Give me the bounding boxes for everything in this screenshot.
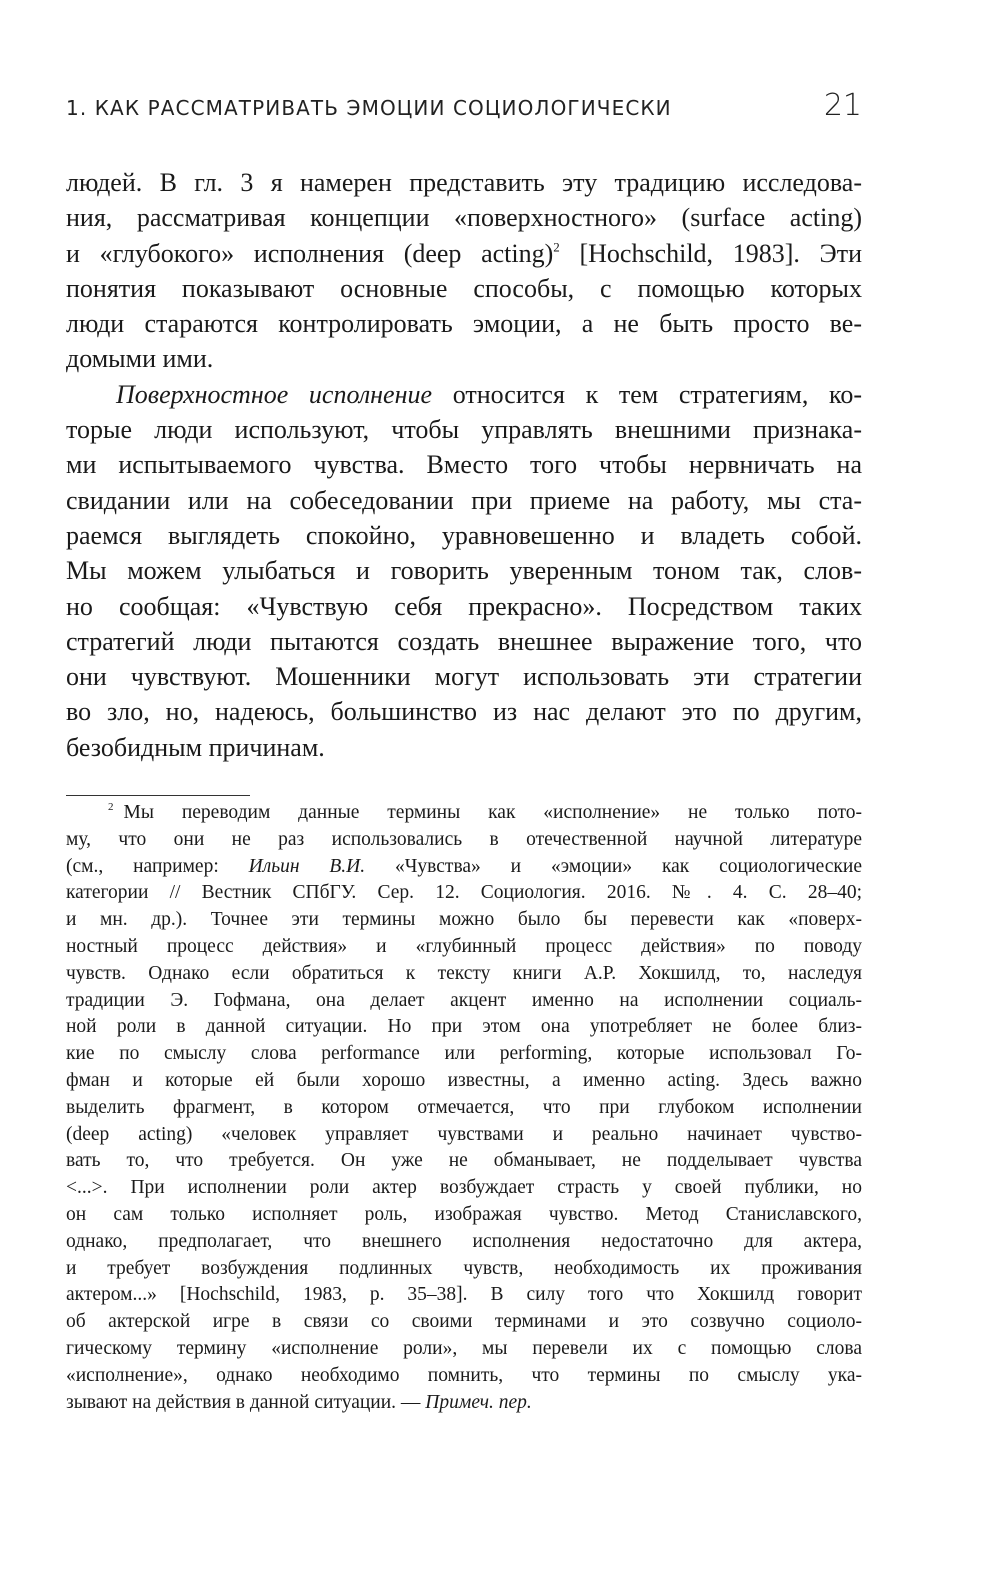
footnote-line: актером...» [Hochschild, 1983, p. 35–38]. В силу того что Хокшилд говорит — [66, 1284, 862, 1306]
text-line: свидании или на собеседовании при приеме на работу, мы ста- — [66, 485, 862, 515]
text-line: понятия показывают основные способы, с помощью которых — [66, 273, 862, 303]
footnote-line: гическому термину «исполнение роли», мы перевели их с помощью слова — [66, 1337, 862, 1359]
cited-author: Ильин В.И. — [248, 855, 366, 877]
text-line: торые люди используют, чтобы управлять внешними признака- — [66, 415, 862, 445]
footnote-line: фман и которые ей были хорошо известны, а именно acting. Здесь важно — [66, 1069, 862, 1091]
footnote-line: <...>. При исполнении роли актер возбуждает страсть у своей публики, но — [66, 1177, 862, 1199]
footnote-line: категории // Вестник СПбГУ. Сер. 12. Социология. 2016. №. 4. С. 28–40; — [66, 882, 862, 904]
text-line: людей. В гл. 3 я намерен представить эту традицию исследова- — [66, 168, 862, 197]
footnote-line: об актерской игре в связи со своими терминами и это созвучно социоло- — [66, 1311, 862, 1333]
footnote-line: «исполнение», однако необходимо помнить, что термины по смыслу ука- — [66, 1364, 862, 1386]
footnote-marker: 2 — [108, 801, 114, 813]
footnote-line: ной роли в данной ситуации. Но при этом она употребляет не более близ- — [66, 1016, 862, 1038]
footnote-line: му, что они не раз использовались в отечественной научной литературе — [66, 828, 862, 850]
text-line: раемся выглядеть спокойно, уравновешенно и владеть собой. — [66, 520, 862, 550]
paragraph-1 — [66, 165, 862, 377]
text-line — [66, 236, 862, 271]
footnote-line — [66, 800, 862, 827]
text-fragment: зывают на действия в данной ситуации. — — [66, 1391, 426, 1413]
main-text — [66, 165, 862, 765]
footnote-reference[interactable]: 2 — [553, 239, 560, 255]
footnote — [66, 800, 862, 1416]
paragraph-2 — [66, 377, 862, 765]
footnote-separator — [66, 795, 250, 796]
footnote-line: кие по смыслу слова performance или performing, которые использовал Го- — [66, 1043, 862, 1065]
footnote-line — [66, 854, 862, 881]
footnote-line: (deep acting) «человек управляет чувствами и реально начинает чувство- — [66, 1123, 862, 1145]
text-fragment: [Hochschild, 1983]. Эти — [559, 238, 862, 268]
footnote-line: ностный процесс действия» и «глубинный процесс действия» по поводу — [66, 935, 862, 957]
footnote-line — [66, 1390, 862, 1417]
text-fragment: и «глубокого» исполнения (deep acting) — [66, 238, 554, 268]
text-line — [66, 377, 862, 412]
footnote-line: выделить фрагмент, в котором отмечается, что при глубоком исполнении — [66, 1096, 862, 1118]
text-line: Мы можем улыбаться и говорить уверенным тоном так, слов- — [66, 556, 862, 586]
text-fragment: (см., например: — [66, 855, 249, 877]
text-line: ми испытываемого чувства. Вместо того чтобы нервничать на — [66, 450, 862, 480]
footnote-line: и мн. др.). Точнее эти термины можно было бы перевести как «поверх- — [66, 909, 862, 931]
page-number: 21 — [823, 88, 862, 123]
footnote-line: и требует возбуждения подлинных чувств, необходимость их проживания — [66, 1257, 862, 1279]
footnote-line: вать то, что требуется. Он уже не обманывает, не подделывает чувства — [66, 1150, 862, 1172]
text-line: они чувствуют. Мошенники могут использовать эти стратегии — [66, 662, 862, 692]
footnote-line: чувств. Однако если обратиться к тексту книги А.Р. Хокшилд, то, наследуя — [66, 962, 862, 984]
text-line: люди стараются контролировать эмоции, а не быть просто ве- — [66, 309, 862, 339]
footnote-line: однако, предполагает, что внешнего исполнения недостаточно для актера, — [66, 1230, 862, 1252]
text-line: во зло, но, надеюсь, большинство из нас делают это по другим, — [66, 697, 862, 727]
chapter-title: 1. КАК РАССМАТРИВАТЬ ЭМОЦИИ СОЦИОЛОГИЧЕСКИ — [66, 96, 672, 120]
translator-note: Примеч. пер. — [425, 1391, 532, 1413]
text-fragment: относится к тем стратегиям, ко- — [432, 379, 862, 409]
running-head — [66, 88, 862, 128]
text-line: стратегий люди пытаются создать внешнее выражение того, что — [66, 626, 862, 656]
emphasized-term: Поверхностное исполнение — [116, 379, 433, 409]
text-fragment: Мы переводим данные термины как «исполнение» не только пото- — [123, 802, 862, 823]
text-line: но сообщая: «Чувствую себя прекрасно». Посредством таких — [66, 591, 862, 621]
footnote-line: он сам только исполняет роль, изображая чувство. Метод Станиславского, — [66, 1203, 862, 1225]
footnote-line: традиции Э. Гофмана, она делает акцент именно на исполнении социаль- — [66, 989, 862, 1011]
text-line: ния, рассматривая концепции «поверхностного» (surface acting) — [66, 203, 862, 233]
text-line: безобидным причинам. — [66, 732, 325, 762]
text-line: домыми ими. — [66, 344, 214, 374]
text-fragment: «Чувства» и «эмоции» как социологические — [365, 855, 862, 877]
